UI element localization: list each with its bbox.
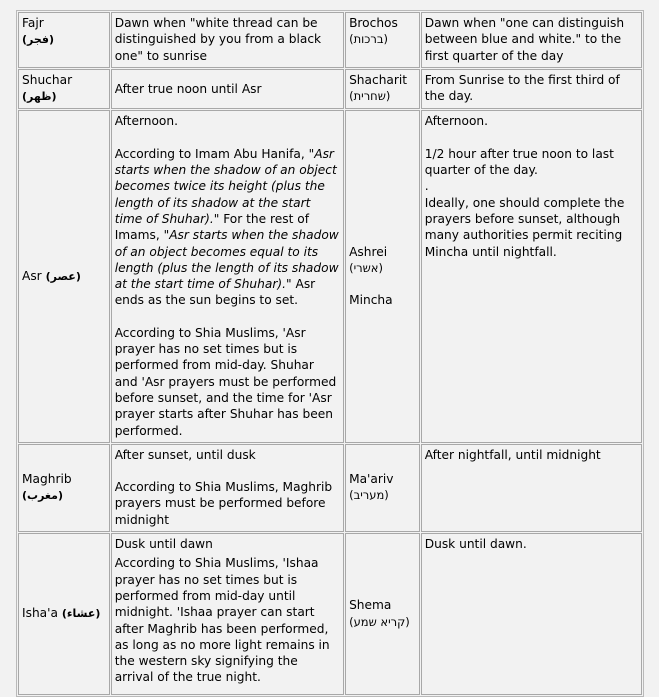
prayer-name: Ma'ariv xyxy=(349,472,394,487)
table-row xyxy=(18,12,642,68)
islamic-time-cell xyxy=(111,110,344,442)
jewish-prayer-cell xyxy=(345,444,420,532)
time-text: After true noon until Asr xyxy=(114,81,262,96)
prayer-name: Shacharit xyxy=(349,72,408,87)
time-text: Ideally, one should complete the prayers before sunset, although many authorities permit reciting Mincha until nightfall. xyxy=(424,195,625,259)
time-text: Dawn when "white thread can be distinguished by you from a black one" to sunrise xyxy=(114,16,322,63)
prayer-comparison-table xyxy=(16,10,644,697)
time-text: After nightfall, until midnight xyxy=(424,447,601,462)
prayer-name-hebrew: (שחרית) xyxy=(349,89,391,104)
prayer-name-hebrew: (קריא שמע) xyxy=(349,614,410,629)
prayer-name-arabic: (عشاء) xyxy=(61,606,101,620)
prayer-name: Shema xyxy=(349,598,392,613)
jewish-time-cell xyxy=(421,444,642,532)
jewish-time-cell xyxy=(421,533,642,695)
prayer-name-arabic: (فجر) xyxy=(22,33,55,47)
prayer-name-hebrew: (ברכות) xyxy=(349,32,388,47)
table-row xyxy=(18,533,642,695)
jewish-prayer-cell xyxy=(345,110,420,442)
table-row xyxy=(18,110,642,442)
time-text: From Sunrise to the first third of the day. xyxy=(424,72,620,104)
islamic-prayer-cell xyxy=(18,533,110,695)
imams-quote: Asr starts when the shadow of an object becomes equal to its length (plus the length of its shadow at the start time of Shuhar). xyxy=(114,228,339,292)
time-text: According to Shia Muslims, Maghrib prayers must be performed before midnight xyxy=(114,480,333,527)
jewish-time-cell xyxy=(421,12,642,68)
prayer-name: Brochos xyxy=(349,16,398,30)
islamic-time-cell xyxy=(111,533,344,695)
time-text: According to Shia Muslims, 'Asr prayer has no set times but is performed from mid-day. Shuhar and 'Asr prayers must be performed before sunset, and the time for 'Asr prayer starts after Shuhar has been performed. xyxy=(114,325,337,438)
jewish-prayer-cell xyxy=(345,533,420,695)
prayer-name: Ashrei xyxy=(349,244,388,259)
time-text: Dusk until dawn. xyxy=(424,537,527,552)
prayer-name: Mincha xyxy=(349,293,393,308)
prayer-name-hebrew: (מעריב) xyxy=(349,488,389,503)
hanafi-quote: Asr starts when the shadow of an object becomes twice its height (plus the length of its shadow at the start time of Shuhar). xyxy=(114,146,337,226)
jewish-time-cell xyxy=(421,110,642,442)
jewish-prayer-cell xyxy=(345,12,420,68)
time-text: According to Shia Muslims, 'Ishaa prayer has no set times but is performed from mid-day until midnight. 'Ishaa prayer can start after Maghrib has been performed, as long as no more light remains in the western sky signifying the arrival of the true night. xyxy=(114,556,330,685)
time-text: After sunset, until dusk xyxy=(114,447,256,462)
prayer-name: Maghrib xyxy=(22,471,72,486)
prayer-name: Shuchar xyxy=(22,72,73,87)
time-text: Afternoon. xyxy=(114,114,178,129)
prayer-name-arabic: (مغرب) xyxy=(22,488,63,502)
islamic-prayer-cell xyxy=(18,110,110,442)
table-row xyxy=(18,69,642,110)
prayer-name-hebrew: (אשרי) xyxy=(349,260,383,275)
prayer-name-arabic: (عصر) xyxy=(45,269,81,283)
islamic-prayer-cell xyxy=(18,69,110,110)
time-text: Afternoon. xyxy=(424,114,489,129)
jewish-prayer-cell xyxy=(345,69,420,110)
prayer-name-arabic: (ظهر) xyxy=(22,90,57,104)
islamic-time-cell xyxy=(111,69,344,110)
prayer-name: Isha'a xyxy=(22,605,58,620)
time-text: . xyxy=(424,179,429,194)
islamic-prayer-cell xyxy=(18,444,110,532)
prayer-name: Asr xyxy=(22,268,42,283)
jewish-time-cell xyxy=(421,69,642,110)
islamic-time-cell xyxy=(111,12,344,68)
time-text: Dusk until dawn xyxy=(114,537,213,552)
islamic-prayer-cell xyxy=(18,12,110,68)
time-text: According to Imam Abu Hanifa, "Asr starts when the shadow of an object becomes twice its height (plus the length of its shadow at the start time of Shuhar)." For the rest of Imams, "Asr starts when the shadow of an object becomes equal to its length (plus the length of its shadow at the start time of Shuhar)." Asr ends as the sun begins to set. xyxy=(114,146,339,308)
islamic-time-cell xyxy=(111,444,344,532)
table-row xyxy=(18,444,642,532)
time-text: 1/2 hour after true noon to last quarter of the day. xyxy=(424,146,614,178)
prayer-name: Fajr xyxy=(22,16,44,30)
time-text: Dawn when "one can distinguish between blue and white." to the first quarter of the day xyxy=(424,16,625,63)
